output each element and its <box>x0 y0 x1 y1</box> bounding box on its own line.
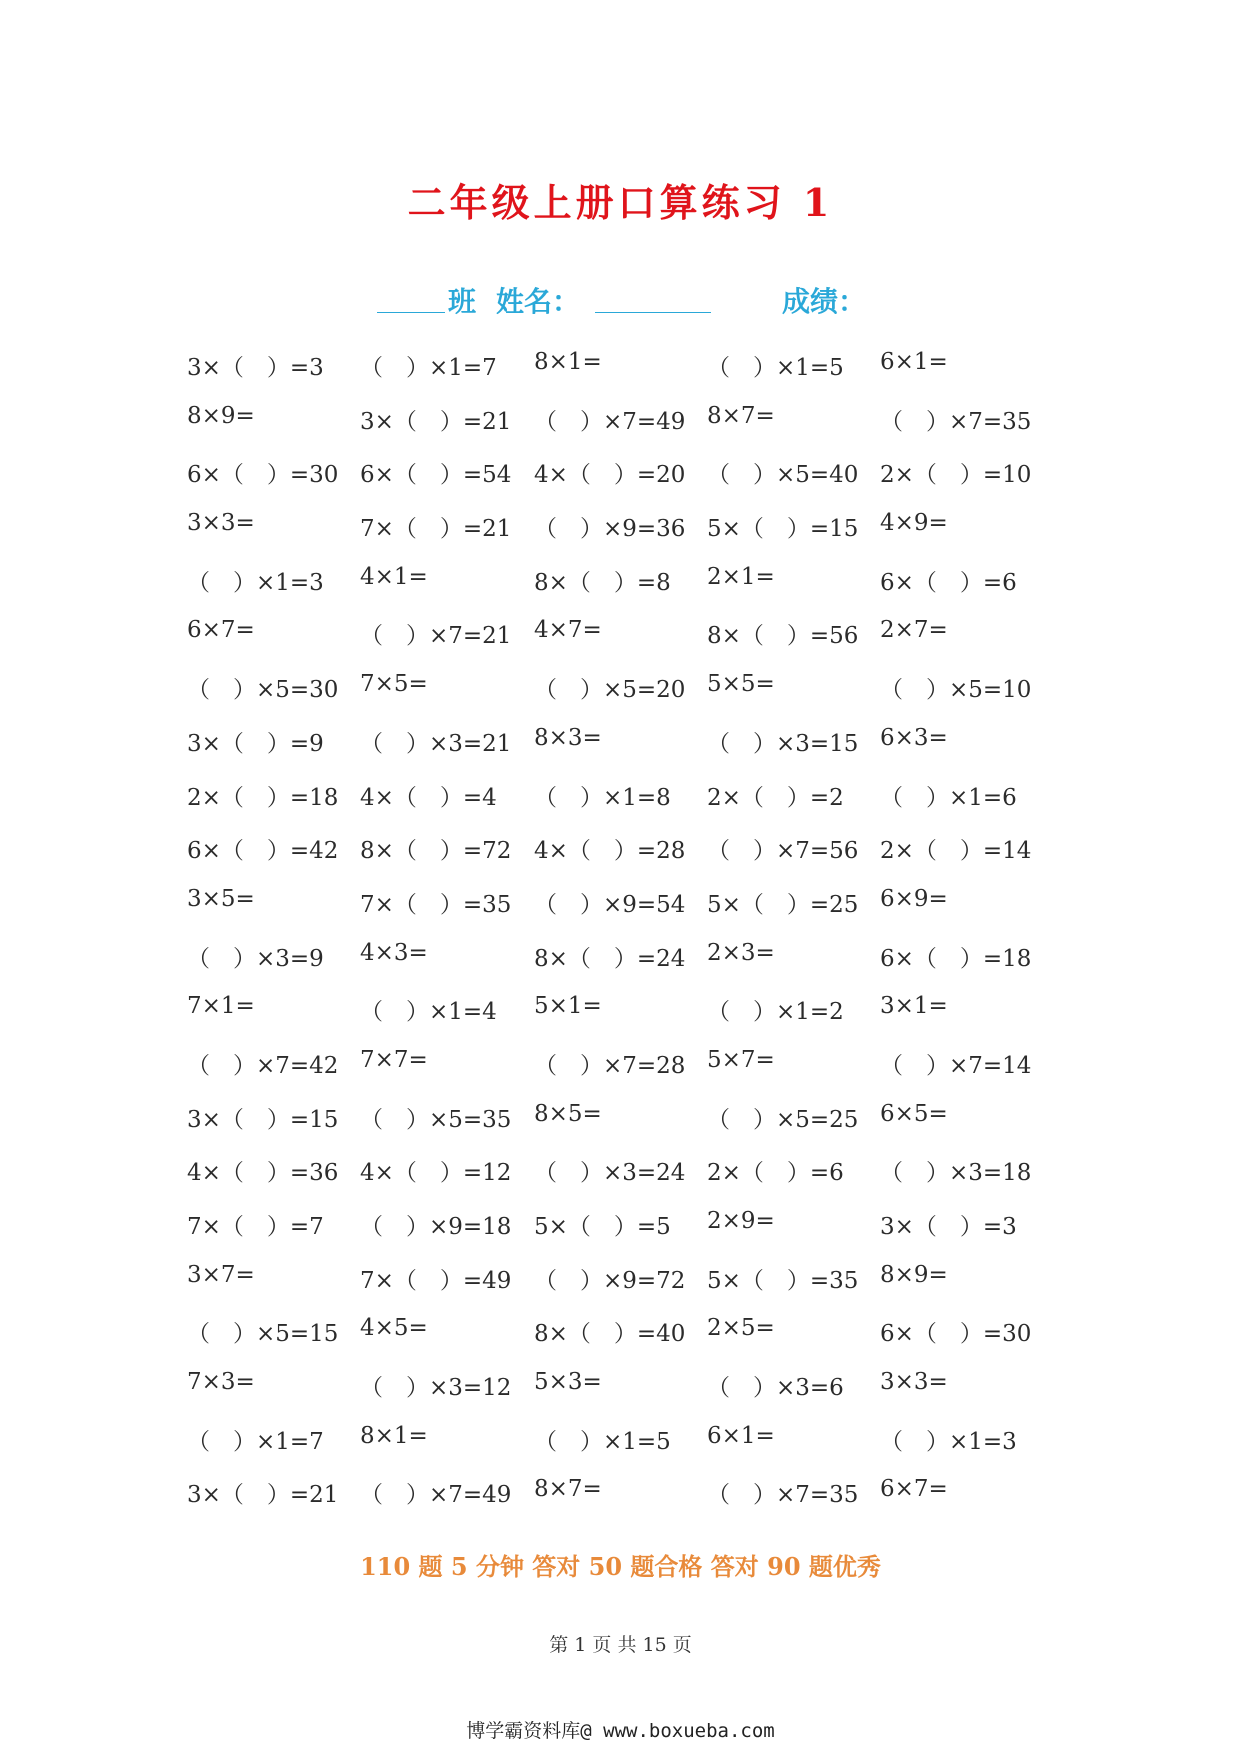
problem-item: 8×5= <box>534 1100 602 1127</box>
problem-item: 2×（ ）=2 <box>707 784 844 811</box>
problem-item: 6×（ ）=18 <box>880 945 1032 972</box>
problem-item: 6×5= <box>880 1100 948 1127</box>
page-number: 第 1 页 共 15 页 <box>549 1634 692 1656</box>
problem-item: 6×3= <box>880 724 948 751</box>
problem-item: （ ）×5=25 <box>707 1106 859 1133</box>
problem-item: 2×7= <box>880 617 948 644</box>
problem-item: 8×7= <box>534 1476 602 1503</box>
problem-item: 5×（ ）=15 <box>707 516 859 543</box>
problem-item: 7×（ ）=35 <box>360 891 512 918</box>
problem-item: 4×（ ）=4 <box>360 784 497 811</box>
problem-item: 4×7= <box>534 617 602 644</box>
problem-item: （ ）×9=72 <box>534 1267 686 1294</box>
student-info-header <box>0 280 1241 320</box>
problem-item: 8×1= <box>360 1422 428 1449</box>
problem-item: 3×1= <box>880 993 948 1020</box>
problem-item: 5×1= <box>534 993 602 1020</box>
problem-item: 7×（ ）=49 <box>360 1267 512 1294</box>
problem-item: （ ）×9=36 <box>534 516 686 543</box>
problem-item: 3×（ ）=9 <box>187 730 324 757</box>
scoring-note: 110 题 5 分钟 答对 50 题合格 答对 90 题优秀 <box>360 1552 881 1581</box>
problem-item: 4×1= <box>360 563 428 590</box>
problem-item: 4×（ ）=12 <box>360 1160 512 1187</box>
problem-item: 2×（ ）=6 <box>707 1160 844 1187</box>
problem-item: （ ）×7=56 <box>707 838 859 865</box>
problem-item: 7×3= <box>187 1369 255 1396</box>
problem-item: （ ）×9=18 <box>360 1214 512 1240</box>
problem-item: （ ）×3=18 <box>880 1160 1032 1187</box>
problem-item: （ ）×5=35 <box>360 1106 512 1133</box>
problem-item: 8×（ ）=40 <box>534 1321 686 1348</box>
problem-item: 7×（ ）=7 <box>187 1214 324 1240</box>
problem-item: （ ）×1=5 <box>534 1428 671 1455</box>
problem-item: 4×（ ）=20 <box>534 462 686 489</box>
problem-item: （ ）×5=30 <box>187 677 339 704</box>
problem-item: 5×7= <box>707 1046 775 1073</box>
page-title: 二年级上册口算练习 1 <box>407 180 834 225</box>
problem-item: （ ）×1=7 <box>360 355 497 381</box>
problem-item: 2×5= <box>707 1315 775 1342</box>
watermark-text: 博学霸资料库@ www.boxueba.com <box>466 1720 775 1742</box>
problem-item: 3×5= <box>187 885 255 912</box>
name-label: 姓名： <box>496 285 581 318</box>
problem-item: 6×1= <box>707 1422 775 1449</box>
problem-item: 7×1= <box>187 993 255 1020</box>
problem-item: 6×（ ）=54 <box>360 462 512 489</box>
problem-item: （ ）×7=35 <box>707 1482 859 1509</box>
class-blank-line <box>377 312 445 313</box>
problem-item: （ ）×5=40 <box>707 462 859 489</box>
problem-item: 2×（ ）=10 <box>880 462 1032 489</box>
problem-item: 8×（ ）=24 <box>534 945 686 972</box>
problem-item: 8×（ ）=56 <box>707 623 859 650</box>
problem-item: （ ）×7=14 <box>880 1052 1032 1079</box>
problem-item: 6×（ ）=42 <box>187 838 339 865</box>
problem-item: （ ）×1=3 <box>187 569 324 596</box>
problem-item: 4×5= <box>360 1315 428 1342</box>
problem-item: 6×1= <box>880 349 948 375</box>
problem-item: （ ）×1=4 <box>360 999 497 1026</box>
problem-item: 8×1= <box>534 349 602 375</box>
problem-item: （ ）×5=20 <box>534 677 686 704</box>
problem-item: （ ）×1=7 <box>187 1428 324 1455</box>
problem-item: 4×（ ）=36 <box>187 1160 339 1187</box>
score-label: 成绩： <box>782 285 867 318</box>
problem-item: （ ）×1=5 <box>707 355 844 381</box>
problem-item: 2×9= <box>707 1208 775 1234</box>
problem-item: （ ）×9=54 <box>534 891 686 918</box>
problem-item: 6×（ ）=6 <box>880 569 1017 596</box>
problem-item: 8×3= <box>534 724 602 751</box>
problem-item: 8×9= <box>187 402 255 429</box>
problem-item: 3×3= <box>880 1369 948 1396</box>
problem-item: （ ）×7=21 <box>360 623 512 650</box>
problem-item: 6×（ ）=30 <box>880 1321 1032 1348</box>
problem-item: 4×（ ）=28 <box>534 838 686 865</box>
problem-item: （ ）×1=8 <box>534 784 671 811</box>
problem-item: 5×3= <box>534 1369 602 1396</box>
problem-item: 8×（ ）=8 <box>534 569 671 596</box>
problem-item: （ ）×3=12 <box>360 1375 512 1402</box>
problem-item: 3×（ ）=15 <box>187 1106 339 1133</box>
problem-item: 2×（ ）=18 <box>187 784 339 811</box>
problem-item: （ ）×1=2 <box>707 999 844 1026</box>
problem-item: 8×9= <box>880 1261 948 1288</box>
problem-item: （ ）×1=6 <box>880 784 1017 811</box>
problem-item: （ ）×3=9 <box>187 945 324 972</box>
problem-item: （ ）×5=15 <box>187 1321 339 1348</box>
problem-item: 3×7= <box>187 1261 255 1288</box>
problem-item: 6×7= <box>880 1476 948 1503</box>
problem-item: （ ）×7=49 <box>360 1482 512 1509</box>
problem-item: 2×（ ）=14 <box>880 838 1032 865</box>
problem-item: 5×（ ）=25 <box>707 891 859 918</box>
problem-item: 6×（ ）=30 <box>187 462 339 489</box>
problem-item: 8×7= <box>707 402 775 429</box>
problem-item: 5×5= <box>707 671 775 698</box>
problem-item: 5×（ ）=35 <box>707 1267 859 1294</box>
problem-item: 7×7= <box>360 1046 428 1073</box>
problem-item: 6×7= <box>187 617 255 644</box>
problem-item: 7×（ ）=21 <box>360 516 512 543</box>
problem-item: 3×3= <box>187 510 255 537</box>
problem-item: 4×9= <box>880 510 948 537</box>
problem-item: 8×（ ）=72 <box>360 838 512 865</box>
problem-item: （ ）×7=28 <box>534 1052 686 1079</box>
problem-item: 2×3= <box>707 939 775 966</box>
problem-item: 3×（ ）=3 <box>187 355 324 381</box>
problem-item: 6×9= <box>880 885 948 912</box>
problem-item: （ ）×3=6 <box>707 1375 844 1402</box>
name-blank-line <box>595 312 711 313</box>
problem-item: （ ）×3=24 <box>534 1160 686 1187</box>
problem-item: 3×（ ）=3 <box>880 1214 1017 1240</box>
problem-item: （ ）×7=35 <box>880 408 1032 435</box>
class-label: 班 <box>448 285 477 318</box>
problem-item: 4×3= <box>360 939 428 966</box>
problem-item: （ ）×7=42 <box>187 1052 339 1079</box>
problem-item: （ ）×3=15 <box>707 730 859 757</box>
problem-item: 5×（ ）=5 <box>534 1214 671 1240</box>
problem-item: 7×5= <box>360 671 428 698</box>
problem-item: （ ）×3=21 <box>360 730 512 757</box>
problem-item: （ ）×7=49 <box>534 408 686 435</box>
problem-item: 3×（ ）=21 <box>360 408 512 435</box>
problem-item: （ ）×5=10 <box>880 677 1032 704</box>
problem-item: 3×（ ）=21 <box>187 1482 339 1509</box>
problem-item: 2×1= <box>707 563 775 590</box>
problem-item: （ ）×1=3 <box>880 1428 1017 1455</box>
